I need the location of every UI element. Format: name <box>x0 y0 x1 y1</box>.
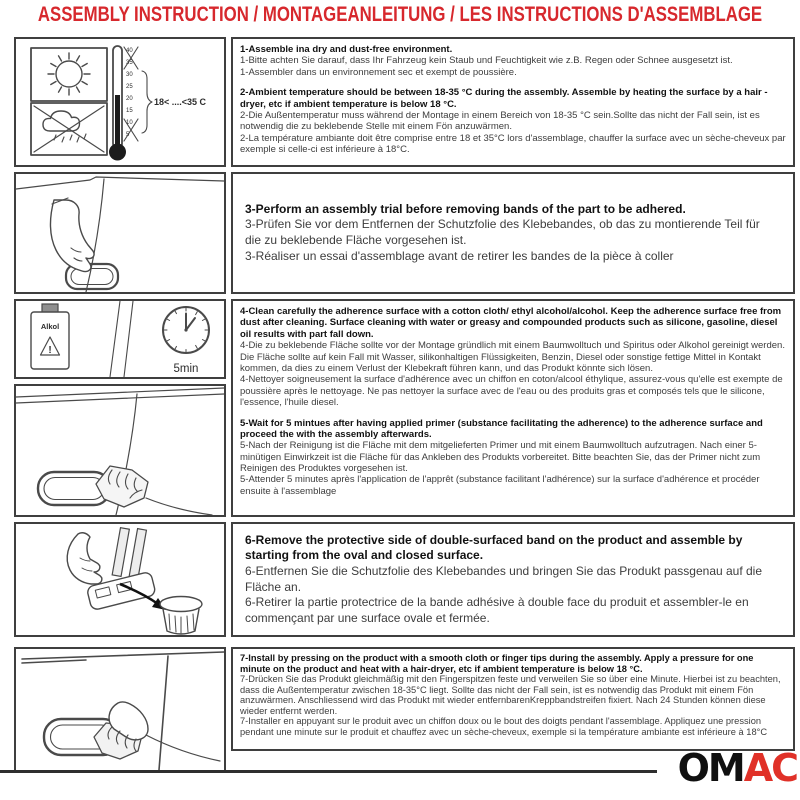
omac-logo-black: OM <box>677 746 744 790</box>
step-6-text-panel <box>231 522 795 637</box>
cloth-and-hand-icon <box>94 702 220 761</box>
omac-logo-red: AC <box>743 746 797 790</box>
bottle-label: Alkol <box>40 322 60 331</box>
step-4-en: 4-Clean carefully the adherence surface with a cotton cloth/ ethyl alcohol/alcohol. Keep the adherence surface free from dust after cleaning. Surface cleaning with water or greasy and compounded products such as silicone, gasoline, diesel oil results with part fall down. <box>240 306 782 340</box>
cleaning-supplies-illustration-panel <box>14 299 226 379</box>
step-1-fr: 1-Assembler dans un environnement sec et exempt de poussière. <box>240 66 517 78</box>
thermo-tick: 5 <box>126 132 130 138</box>
step-6-de: 6-Entfernen Sie die Schutzfolie des Klebebandes und bringen Sie das Produkt passgenau auf die Fläche an. <box>245 563 763 594</box>
page-title: ASSEMBLY INSTRUCTION / MONTAGEANLEITUNG / LES INSTRUCTIONS D'ASSEMBLAGE <box>37 3 763 26</box>
thermo-tick: 10 <box>126 120 133 126</box>
step-2-fr: 2-La température ambiante doit être comprise entre 18 et 35°C lors d'assemblage, chauffer la surface avec un sèche-cheveux par exemple si celle-ci est inférieure à 18°C. <box>240 132 786 156</box>
hand-icon <box>67 533 102 584</box>
alcohol-and-clock-illustration <box>16 301 224 377</box>
hand-wiping-illustration <box>16 386 224 515</box>
step-6-fr: 6-Retirer la partie protectrice de la bande adhésive à double face du produit et assembler-le en commençant par une surface ovale et fermée. <box>245 595 749 625</box>
thermo-tick: 20 <box>126 96 133 102</box>
panel-line <box>110 301 133 377</box>
hand-placing-part-illustration <box>16 174 224 292</box>
no-rain-icon <box>31 103 107 155</box>
hand-pressing-illustration <box>16 649 224 770</box>
omac-logo <box>677 746 797 790</box>
step-4-5-text-panel <box>231 299 795 517</box>
clock-icon <box>163 307 209 375</box>
thermo-range-label: 18< ....<35 C <box>154 97 207 107</box>
trial-fit-illustration-panel <box>14 172 226 294</box>
peel-band-illustration-panel <box>14 522 226 637</box>
step-1-en: 1-Assemble ina dry and dust-free environment. <box>240 44 453 55</box>
step-5-fr: 5-Attender 5 minutes après l'application de l'apprêt (substance facilitant l'adhérence) sur la surface d'adhérence et procéder ensuite à l'assemblage <box>240 474 760 497</box>
thermo-tick: 25 <box>126 84 133 90</box>
warning-exclamation: ! <box>48 345 52 356</box>
hand-icon <box>50 198 94 272</box>
step-4-fr: 4-Nettoyer soigneusement la surface d'adhérence avec un chiffon en coton/alcool éthylique, assurez-vous qu'elle est exempte de poussière après le nettoyage. Ne pas nettoyer la surface avec de l'eau ou des produits gras et composés tels que le silicone, l'essence, l'huile diesel. <box>240 374 783 409</box>
step-4-de: 4-Die zu beklebende Fläche sollte vor der Montage gründlich mit einem Baumwolltuch und Spiritus oder Alkohol gereinigt werden. Die Fläche sollte auf kein Fall mit Wasser, silikonhaltigen Flüssigkeiten, Benzin, Diesel oder sonstige fettige Mittel in Kontakt kommen, da dies zu einem Verlust der Klebekraft führen kann, und das Produkt könnte sich lösen. <box>240 340 785 374</box>
step-6-en: 6-Remove the protective side of double-surfaced band on the product and assemble by starting from the oval and closed surface. <box>245 532 743 563</box>
car-panel-lines <box>16 177 224 292</box>
step-2-en: 2-Ambient temperature should be between 18-35 °C during the assembly. Assemble by heating the surface by a hair -dryer, etc if ambient temperature is below 18 °C. <box>240 87 768 110</box>
thermo-tick: 35 <box>126 60 133 66</box>
protective-strips <box>112 526 146 580</box>
footer-divider <box>0 770 657 773</box>
step-7-de: 7-Drücken Sie das Produkt gleichmäßig mit den Fingerspitzen feste und verweilen Sie so über eine Minute. Hierbei ist zu beachten, dass die Außentemperatur zwischen 18-35°C liegt. Sollte das nicht der Fall sein, ist es notwendig das Produkt mit einem Fön anzuwärmen. Anschliessend wird das Produkt mit wieder entfernbarenKreppbandstreifen fixiert. Nach 24 Stunden können diese wieder entfernt werden. <box>240 674 781 716</box>
cloth-and-hand-icon <box>96 466 212 515</box>
step-2-de: 2-Die Außentemperatur muss während der Montage in einem Bereich von 18-35 °C sein.Sollte das nicht der Fall sein, ist es notwendig die zu beklebende Stelle mit einem Fön anzuwärmen. <box>240 109 760 133</box>
environment-illustration <box>16 39 224 165</box>
step-7-en: 7-Install by pressing on the product with a smooth cloth or finger tips during the assembly. Apply a pressure for one minute on the product and heat with a hair-dryer, etc if ambient temperature is below 18 °C. <box>240 653 754 674</box>
thermometer-icon <box>109 46 207 161</box>
step-7-fr: 7-Installer en appuyant sur le produit avec un chiffon doux ou le bout des doigts pendant l'assemblage. Appliquez une pression pendant une minute sur le produit et chauffez avec un sèche-cheveux, exemple si la température ambiante est inférieure à 18°C <box>240 716 768 737</box>
sun-icon <box>31 48 107 101</box>
alcohol-bottle-icon <box>31 304 69 369</box>
step-5-en: 5-Wait for 5 mintues after having applied primer (substance facilitating the adherence) to the adherence surface and proceed the with the assembly afterwards. <box>240 417 763 440</box>
step-3-text-panel <box>231 172 795 294</box>
thermo-tick: 15 <box>126 108 133 114</box>
step-1-2-text-panel <box>231 37 795 167</box>
step-5-de: 5-Nach der Reinigung ist die Fläche mit dem mitgelieferten Primer und mit einem Baumwolltuch aufzutragen. Nach einer 5-minütigen Einwirkzeit ist die Fläche für das Ankleben des Produkts vorbereitet. Bitte beachten Sie, das der Primer nicht zum Reinigen des Produktes vorgesehen ist. <box>240 440 761 475</box>
clock-label: 5min <box>173 363 199 375</box>
thermo-tick: 30 <box>126 72 133 78</box>
step-3-de: 3-Prüfen Sie vor dem Entfernen der Schutzfolie des Klebebandes, ob das zu montierende Teil für die zu beklebende Fläche vorgesehen ist. <box>245 217 760 247</box>
step-1-de: 1-Bitte achten Sie darauf, dass Ihr Fahrzeug kein Staub und Feuchtigkeit wie z.B. Regen oder Schnee ausgesetzt ist. <box>240 55 733 67</box>
step-3-fr: 3-Réaliser un essai d'assemblage avant de retirer les bandes de la pièce à coller <box>245 248 674 263</box>
thermo-tick: 40 <box>126 48 133 54</box>
environment-illustration-panel <box>14 37 226 167</box>
trash-can-icon <box>160 597 202 635</box>
press-illustration-panel <box>14 647 226 772</box>
peel-band-illustration <box>16 524 224 635</box>
step-7-text-panel <box>231 647 795 751</box>
wiping-illustration-panel <box>14 384 226 517</box>
step-3-en: 3-Perform an assembly trial before removing bands of the part to be adhered. <box>245 201 686 216</box>
